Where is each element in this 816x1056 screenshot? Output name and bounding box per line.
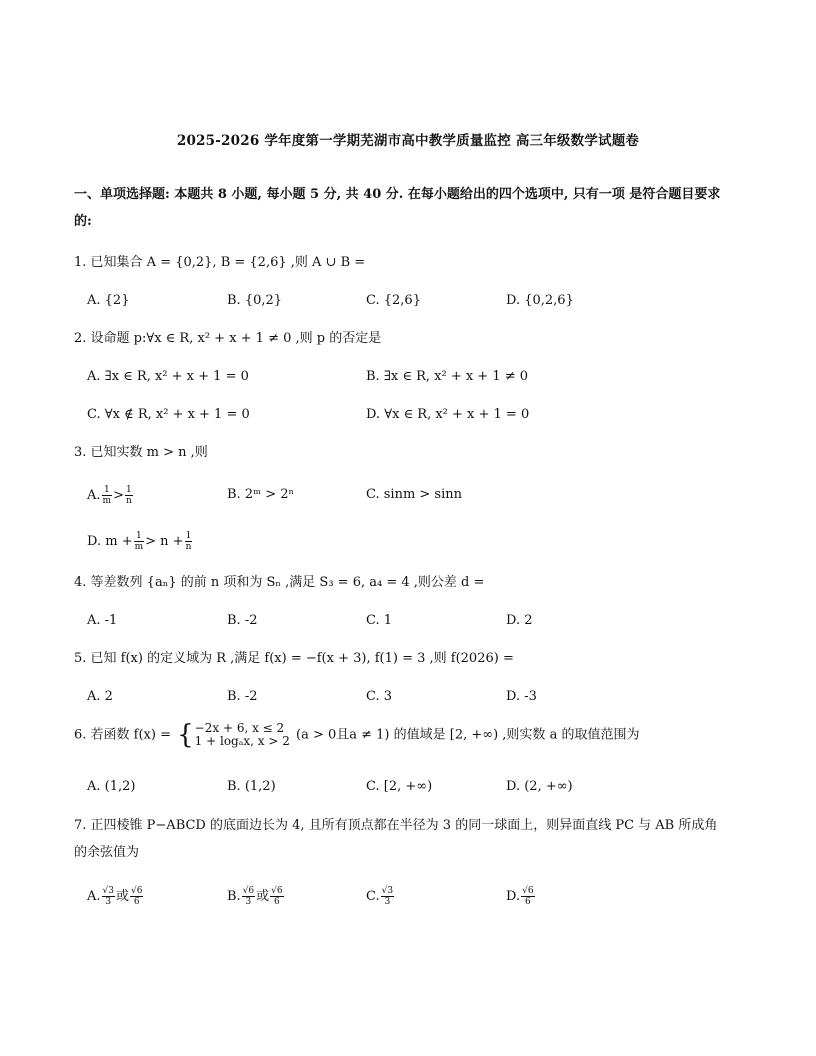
q2-option-c: C. ∀x ∉ R, x² + x + 1 = 0: [87, 407, 250, 422]
section-heading-line2: 的:: [74, 214, 92, 229]
q4-option-a: A. -1: [87, 613, 118, 628]
q7-option-b: B. $\frac{√6}{3}$ 或 $\frac{√6}{6}$: [227, 886, 283, 907]
q7-a-frac1: $\frac{√3}{3}$: [102, 886, 114, 907]
question-7-stem: [74, 812, 764, 866]
q4-option-d: D. 2: [506, 613, 533, 628]
q3-option-d: D. m + $\frac{1}{m}$ > n + $\frac{1}{n}$: [87, 531, 192, 552]
q3-d-frac2: $\frac{1}{n}$: [185, 531, 192, 552]
q7-stem-line2: 的余弦值为: [74, 845, 140, 860]
q7-option-a: A. $\frac{√3}{3}$ 或 $\frac{√6}{6}$: [87, 886, 143, 907]
q3-a-label: A.: [87, 488, 101, 503]
q6-stem-suffix: (a > 0且a ≠ 1) 的值域是 [2, +∞) ,则实数 a 的取值范围为: [296, 727, 640, 743]
q5-option-d: D. -3: [506, 689, 537, 704]
q5-option-b: B. -2: [227, 689, 258, 704]
q3-d-frac1: $\frac{1}{m}$: [134, 531, 144, 552]
q3-a-frac2: $\frac{1}{n}$: [125, 485, 132, 506]
question-3-stem: 3. 已知实数 m > n ,则: [74, 445, 208, 460]
q7-a-frac2: $\frac{√6}{6}$: [131, 886, 143, 907]
section-heading-line1: 一、单项选择题: 本题共 8 小题, 每小题 5 分, 共 40 分. 在每小题给出的四个选项中, 只有一项 是符合题目要求: [74, 187, 721, 202]
q6-option-a: A. (1,2): [87, 779, 136, 794]
q2-option-a: A. ∃x ∈ R, x² + x + 1 = 0: [87, 369, 249, 384]
q5-option-c: C. 3: [366, 689, 393, 704]
q3-option-a: A. $\frac{1}{m}$ > $\frac{1}{n}$: [87, 485, 132, 506]
q6-piece-2: 1 + logₐx, x > 2: [194, 734, 290, 748]
q3-a-frac1: $\frac{1}{m}$: [102, 485, 112, 506]
q4-option-b: B. -2: [227, 613, 258, 628]
q6-stem-prefix: 6. 若函数 f(x) =: [74, 727, 171, 743]
question-1-stem: 1. 已知集合 A = {0,2}, B = {2,6} ,则 A ∪ B =: [74, 255, 366, 270]
q7-option-d: D. $\frac{√6}{6}$: [506, 886, 534, 907]
q7-stem-line1: 7. 正四棱锥 P−ABCD 的底面边长为 4, 且所有顶点都在半径为 3 的同一球面上，则异面直线 PC 与 AB 所成角: [74, 818, 718, 833]
q3-option-b: B. 2ᵐ > 2ⁿ: [227, 487, 295, 502]
q6-piecewise: [177, 722, 290, 748]
q2-option-d: D. ∀x ∈ R, x² + x + 1 = 0: [366, 407, 530, 422]
q6-option-c: C. [2, +∞): [366, 779, 433, 794]
q2-option-b: B. ∃x ∈ R, x² + x + 1 ≠ 0: [366, 369, 529, 384]
q5-option-a: A. 2: [87, 689, 113, 704]
q1-option-d: D. {0,2,6}: [506, 293, 574, 308]
section-heading: [74, 181, 746, 235]
q6-piece-1: −2x + 6, x ≤ 2: [194, 721, 285, 735]
q1-option-a: A. {2}: [87, 293, 130, 308]
q7-c-frac: $\frac{√3}{3}$: [381, 886, 394, 907]
q1-option-c: C. {2,6}: [366, 293, 421, 308]
q4-option-c: C. 1: [366, 613, 393, 628]
q3-option-c: C. sinm > sinn: [366, 487, 463, 502]
question-4-stem: 4. 等差数列 {aₙ} 的前 n 项和为 Sₙ ,满足 S₃ = 6, a₄ = 4 ,则公差 d =: [74, 575, 485, 590]
q3-d-label: D.: [87, 534, 102, 549]
question-5-stem: 5. 已知 f(x) 的定义域为 R ,满足 f(x) = −f(x + 3), f(1) = 3 ,则 f(2026) =: [74, 651, 514, 666]
q7-d-frac: $\frac{√6}{6}$: [522, 886, 534, 907]
question-2-stem: 2. 设命题 p:∀x ∈ R, x² + x + 1 ≠ 0 ,则 p 的否定是: [74, 331, 382, 346]
q6-brace: {: [177, 720, 194, 750]
page-title: 2025-2026 学年度第一学期芜湖市高中教学质量监控 高三年级数学试题卷: [176, 133, 640, 149]
q7-b-frac1: $\frac{√6}{3}$: [242, 886, 255, 907]
q7-b-frac2: $\frac{√6}{6}$: [271, 886, 283, 907]
q7-option-c: C. $\frac{√3}{3}$: [366, 886, 394, 907]
q6-option-d: D. (2, +∞): [506, 779, 573, 794]
q1-option-b: B. {0,2}: [227, 293, 283, 308]
question-6-stem: [74, 722, 764, 748]
q6-option-b: B. (1,2): [227, 779, 276, 794]
